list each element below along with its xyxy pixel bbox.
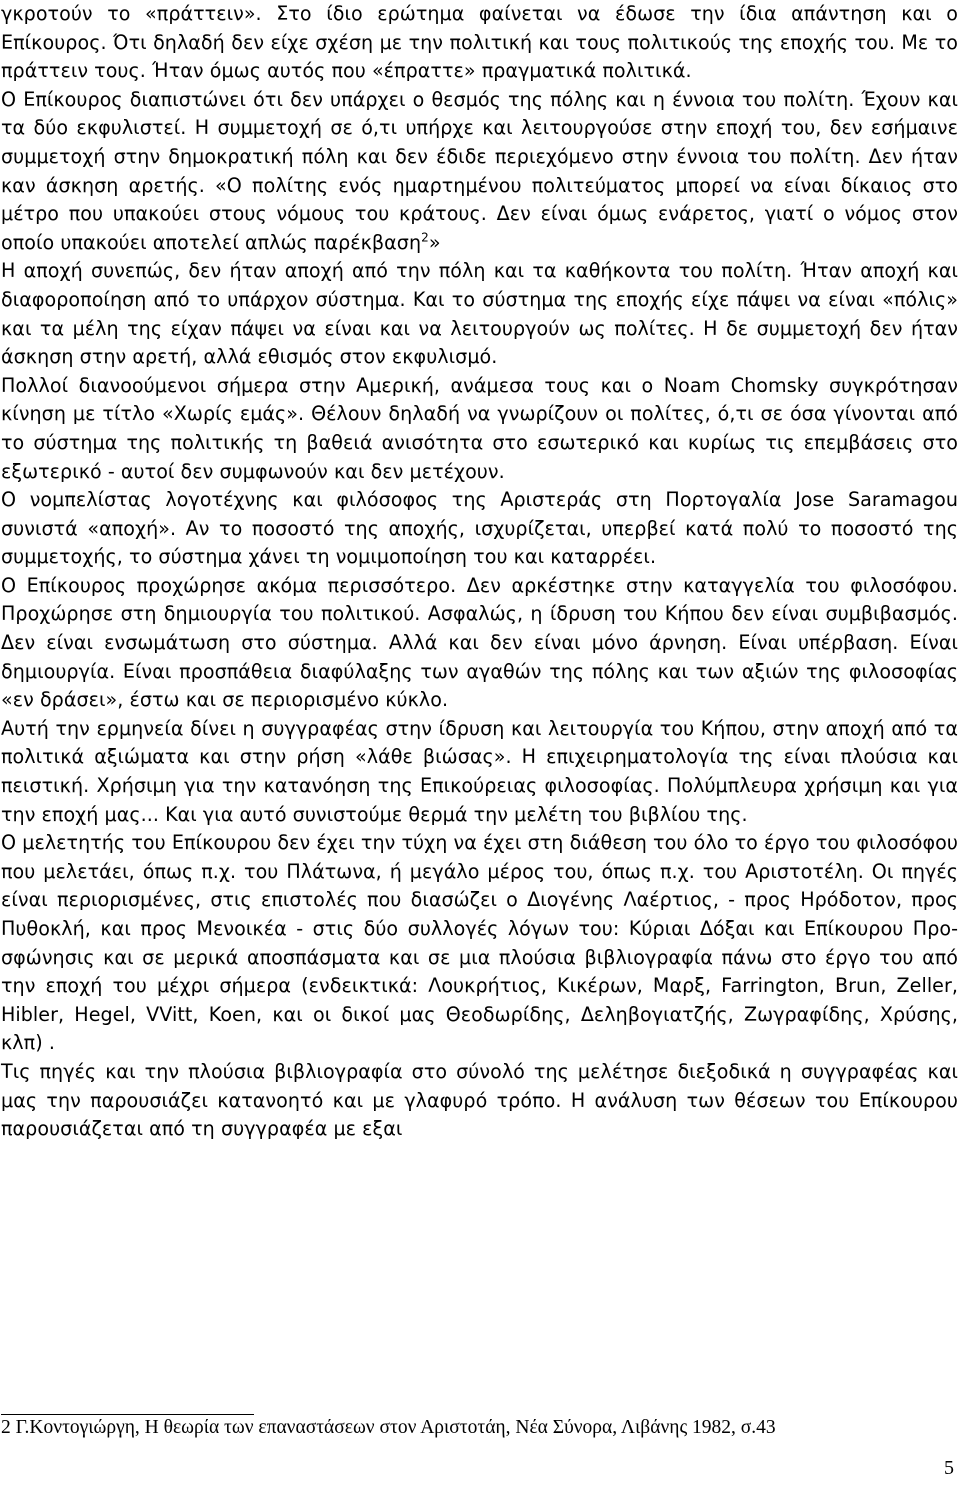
paragraph-9: Τις πηγές και την πλούσια βιβλιογραφία στο σύνολό της μελέτησε διεξοδικά η συγγραφέας και μας την παρουσιάζει κατανοητό και με γλαφυρό τρόπο. Η ανάλυση των θέσεων του Επίκουρου παρουσιάζεται από τη συγγραφέα με εξαι [1,1059,958,1141]
paragraph-4: Πολλοί διανοούμενοι σήμερα στην Αμερική, ανάμεσα τους και ο Noam Chomsky συγκρότησαν κίνηση με τίτλο «Χωρίς εμάς». Θέλουν δηλαδή να γνωρίζουν οι πολίτες, ό,τι σε όσα γίνονται από το σύστημα της πολιτικής τη βαθειά ανισότητα στο εσωτερικό και κυρίως τις επεμβάσεις στο εξωτερικό - αυτοί δεν συμφωνούν και δεν μετέχουν. [1,373,958,483]
paragraph-8: Ο μελετητής του Επίκουρου δεν έχει την τύχη να έχει στη διάθεση του όλο το έργο του φιλοσόφου που μελετάει, όπως π.χ. του Πλάτωνα, ή μεγάλο μέρος του, όπως π.χ. του Αριστοτέλη. Οι πηγές είναι περιορισμένες, στις επιστολές που διασώζει ο Διογένης Λαέρτιος, - προς Ηρόδοτον, προς Πυθοκλή, και προς Μενοικέα - στις δύο συλλογές λόγων του: Κύριαι Δόξαι και Επίκουρου Προσφώνησις και σε μερικά αποσπάσματα και σε μια πλούσια βιβλιογραφία πάνω στο έργο του από την εποχή του μέχρι σήμερα (ενδεικτικά: Λουκρήτιος, Κικέρων, Μαρξ, Farrington, Brun, Zeller, Hibler, Hegel, VVitt, Koen, και οι δικοί μας Θεοδωρίδης, Δεληβογιατζής, Ζωγραφίδης, Χρύσης, κλπ) . [1,831,958,1055]
paragraph-2 [1,86,958,258]
footnote-text: Γ.Κοντογιώργη, Η θεωρία των επαναστάσεων στον Αριστοτάη, Νέα Σύνορα, Λιβάνης 1982, σ.43 [10,1417,776,1438]
page-number: 5 [944,1457,954,1479]
paragraph-3: Η αποχή συνεπώς, δεν ήταν αποχή από την πόλη και τα καθήκοντα του πολίτη. Ήταν αποχή και διαφοροποίηση από το υπάρχον σύστημα. Και το σύστημα της εποχής είχε πάψει να είναι «πόλις» και τα μέλη της είχαν πάψει να είναι και να λειτουργούν ως πολίτες. Η δε συμμετοχή δεν ήταν άσκηση στην αρετή, αλλά εθισμός στον εκφυλισμό. [1,259,958,369]
quote-close: » [428,230,441,254]
footnote-number: 2 [1,1417,11,1438]
paragraph-2-text: Ο Επίκουρος διαπιστώνει ότι δεν υπάρχει ο θεσμός της πόλης και η έννοια του πολίτη. Έχουν και τα δύο εκφυλιστεί. Η συμμετοχή σε ό,τι υπήρχε και λειτουργούσε στην εποχή του, δεν εσήμαινε συμμετοχή στην δημοκρατική πόλη και δεν έδιδε περιεχόμενο στην έννοια του πολίτη. Δεν ήταν καν άσκηση αρετής. «Ο πολίτης ενός ημαρτημένου πολιτεύματος μπορεί να είναι δίκαιος στο μέτρο που υπακούει στους νόμους του κράτους. Δεν είναι όμως ενάρετος, γιατί ο νόμος στον οποίο υπακούει αποτελεί απλώς παρέκβαση [1,87,958,254]
paragraph-6: Ο Επίκουρος προχώρησε ακόμα περισσότερο. Δεν αρκέστηκε στην καταγγελία του φιλοσόφου. Προχώρησε στη δημιουργία του πολιτικού. Ασφαλώς, η ίδρυση του Κήπου δεν είναι συμβιβασμός. Δεν είναι ενσωμάτωση στο σύστημα. Αλλά και δεν είναι μόνο άρνηση. Είναι υπέρβαση. Είναι δημιουργία. Είναι προσπάθεια διαφύλαξης των αγαθών της πόλης και των αξιών της φιλοσοφίας «εν δράσει», έστω και σε περιορισμένο κύκλο. [1,573,958,712]
footnote-reference: 2 [421,230,429,245]
footnote [1,1415,959,1441]
paragraph-5: Ο νομπελίστας λογοτέχνης και φιλόσοφος της Αριστεράς στη Πορτογαλία Jose Saramagou συνιστά «αποχή». Αν το ποσοστό της αποχής, ισχυρίζεται, υπερβεί κατά πολύ το ποσοστό της συμμετοχής, το σύστημα χάνει τη νομιμοποίηση του και καταρρέει. [1,488,958,569]
paragraph-1: γκροτούν το «πράττειν». Στο ίδιο ερώτημα φαίνεται να έδωσε την ίδια απάντηση και ο Επίκουρος. Ότι δηλαδή δεν είχε σχέση με την πολιτική και τους πολιτικούς της εποχής του. Με το πράττειν τους. Ήταν όμως αυτός που «έπραττε» πραγματικά πολιτικά. [1,2,958,83]
paragraph-7: Αυτή την ερμηνεία δίνει η συγγραφέας στην ίδρυση και λειτουργία του Κήπου, στην αποχή από τα πολιτικά αξιώματα και στην ρήση «λάθε βιώσας». Η επιχειρηματολογία της είναι πλούσια και πειστική. Χρήσιμη για την κατανόηση της Επικούρειας φιλοσοφίας. Πολύμπλευρα χρήσιμη και για την εποχή μας... Και για αυτό συνιστούμε θερμά την μελέτη του βιβλίου της. [1,716,958,826]
